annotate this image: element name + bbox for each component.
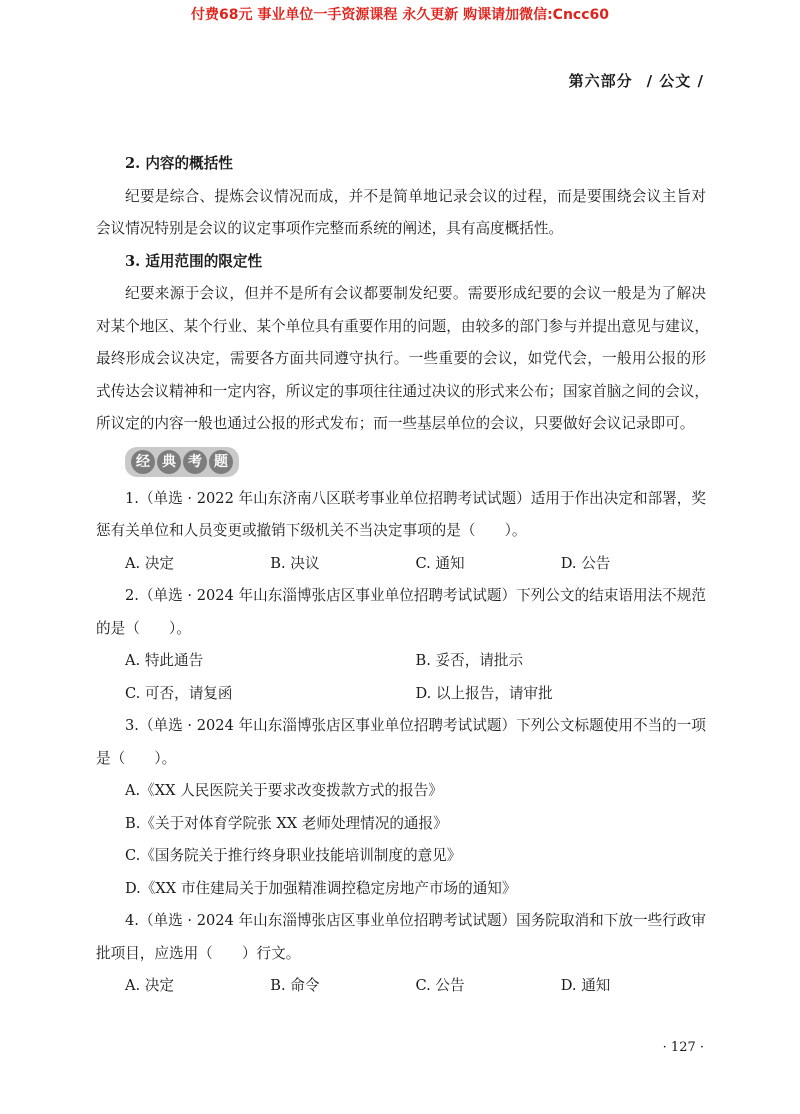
- classic-questions-badge: [125, 447, 239, 477]
- question-stem: 批项目，应选用（ ）行文。: [96, 944, 301, 962]
- paragraph-line: 纪要是综合、提炼会议情况而成，并不是简单地记录会议的过程，而是要围绕会议主旨对: [125, 187, 706, 205]
- paragraph-line: 对某个地区、某个行业、某个单位具有重要作用的问题，由较多的部门参与并提出意见与建议，: [96, 317, 709, 335]
- option: B. 决议: [270, 554, 320, 572]
- paragraph-line: 所议定的内容一般也通过公报的形式发布；而一些基层单位的会议，只要做好会议记录即可。: [96, 415, 695, 432]
- question-stem: 的是（ ）。: [96, 619, 191, 637]
- paragraph-line: 式传达会议精神和一定内容，所议定的事项往往通过决议的形式来公布；国家首脑之间的会议，: [96, 382, 709, 400]
- page-number: · 127 ·: [662, 1040, 704, 1055]
- part-label: 第六部分: [568, 72, 633, 90]
- classic-questions-badge-row: [96, 441, 706, 483]
- paragraph-line: 纪要来源于会议，但并不是所有会议都要制发纪要。需要形成纪要的会议一般是为了解决: [125, 285, 706, 302]
- option: A. 特此通告: [125, 652, 204, 669]
- paragraph-line: 会议情况特别是会议的议定事项作完整而系统的阐述，具有高度概括性。: [96, 220, 564, 237]
- watermark-banner: 付费68元 事业单位一手资源课程 永久更新 购课请加微信:Cncc60: [190, 7, 610, 23]
- option: D. 公告: [560, 554, 611, 572]
- paragraph-line: 最终形成会议决定，需要各方面共同遵守执行。一些重要的会议，如党代会，一般用公报的形: [96, 350, 706, 367]
- badge-char: 典: [157, 450, 181, 474]
- question-stem: 2.（单选 · 2024 年山东淄博张店区事业单位招聘考试试题）下列公文的结束语用法不规范: [125, 587, 706, 604]
- option: D.《XX 市住建局关于加强精准调控稳定房地产市场的通知》: [125, 879, 517, 897]
- option: C. 可否，请复函: [125, 684, 233, 702]
- question-options: [96, 548, 706, 581]
- option: C. 公告: [415, 977, 465, 994]
- question-stem: 4.（单选 · 2024 年山东淄博张店区事业单位招聘考试试题）国务院取消和下放一些行政审: [125, 912, 706, 929]
- option: D. 以上报告，请审批: [415, 684, 553, 702]
- option: B. 命令: [270, 977, 320, 994]
- option: A. 决定: [125, 554, 175, 572]
- section-label: / 公文 /: [646, 72, 704, 90]
- question-stem: 3.（单选 · 2024 年山东淄博张店区事业单位招聘考试试题）下列公文标题使用不当的一项: [125, 717, 706, 734]
- option: B. 妥否，请批示: [415, 652, 524, 669]
- page-body: [96, 148, 709, 1003]
- option: A. 决定: [125, 977, 175, 994]
- question-stem: 1.（单选 · 2022 年山东济南八区联考事业单位招聘考试试题）适用于作出决定和部署，奖: [125, 489, 706, 507]
- running-header: [569, 70, 704, 91]
- option: D. 通知: [560, 977, 611, 994]
- section-heading: 2. 内容的概括性: [125, 155, 233, 172]
- question-options: [96, 645, 706, 678]
- badge-char: 考: [183, 450, 207, 474]
- section-heading: 3. 适用范围的限定性: [125, 252, 263, 270]
- option: A.《XX 人民医院关于要求改变拨款方式的报告》: [125, 782, 443, 799]
- option: B.《关于对体育学院张 XX 老师处理情况的通报》: [125, 814, 448, 832]
- question-stem: 惩有关单位和人员变更或撤销下级机关不当决定事项的是（ ）。: [96, 522, 527, 539]
- question-options: [96, 970, 706, 1003]
- badge-char: 题: [209, 450, 233, 474]
- option: C.《国务院关于推行终身职业技能培训制度的意见》: [125, 847, 462, 864]
- question-stem: 是（ ）。: [96, 749, 177, 767]
- badge-char: 经: [131, 450, 155, 474]
- option: C. 通知: [415, 554, 465, 572]
- question-options: [96, 678, 706, 711]
